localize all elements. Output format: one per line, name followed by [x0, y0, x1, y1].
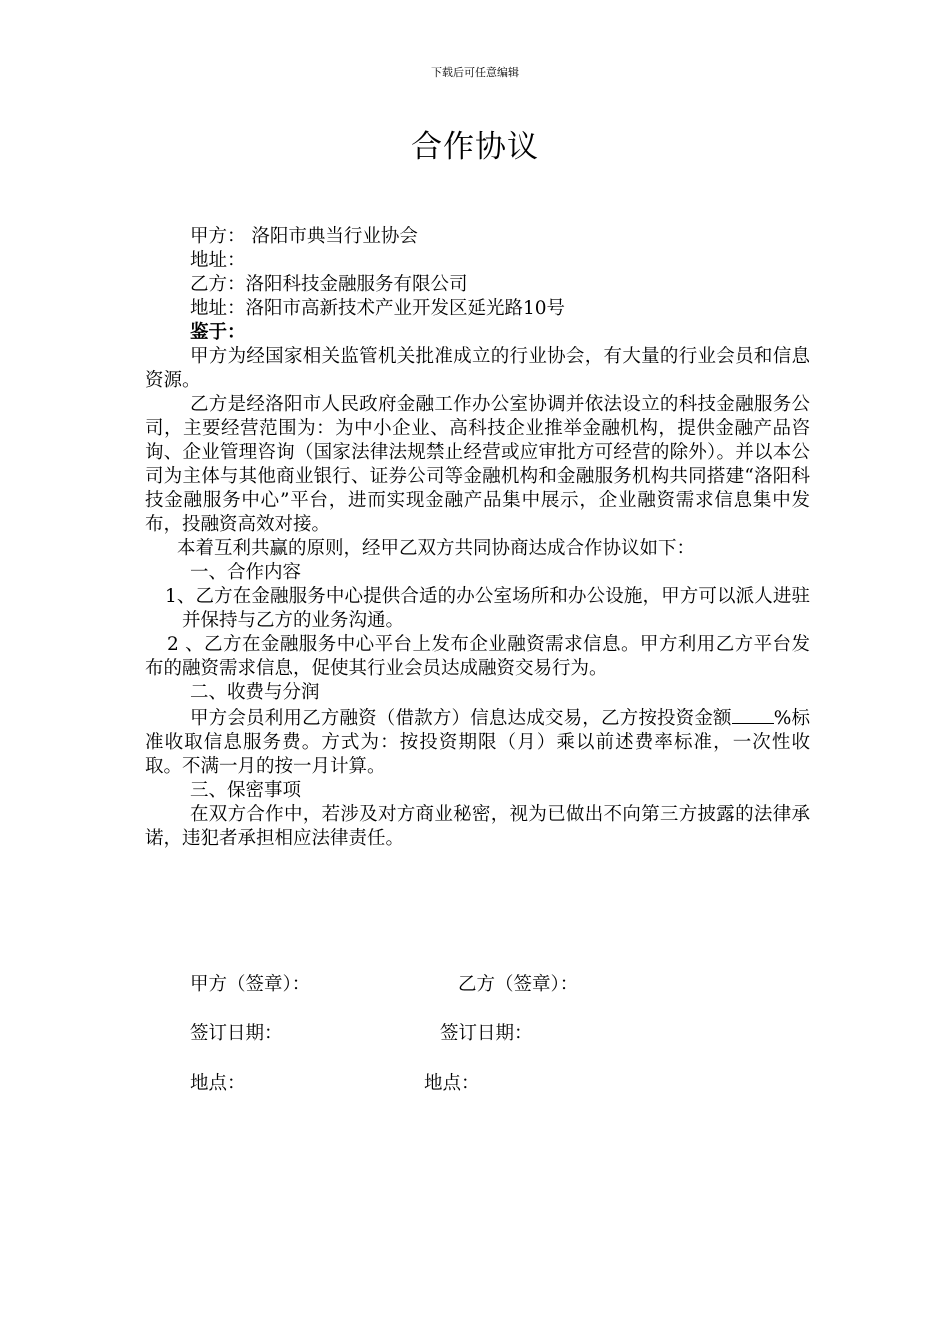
section-1-title: 一、合作内容 — [190, 562, 302, 583]
party-a-line: 甲方： 洛阳市典当行业协会 — [190, 226, 418, 247]
document-body — [145, 225, 810, 851]
section-2-title: 二、收费与分润 — [190, 682, 320, 703]
clause-2: 2 、乙方在金融服务中心平台上发布企业融资需求信息。甲方利用乙方平台发布的融资需求信息，促使其行业会员达成融资交易行为。 — [145, 634, 810, 679]
fee-text-part2: %标准收取信息服务费。方式为：按投资期限（月）乘以前述费率标准，一次性收取。不满一月的按一月计算。 — [145, 708, 810, 777]
party-b-date-label: 签订日期： — [440, 1023, 533, 1044]
party-a-date-label: 签订日期： — [190, 1023, 283, 1044]
paragraph-party-b-intro: 乙方是经洛阳市人民政府金融工作办公室协调并依法设立的科技金融服务公司，主要经营范围为：为中小企业、高科技企业推举金融机构，提供金融产品咨询、企业管理咨询（国家法律法规禁止经营或应审批方可经营的除外）。并以本公司为主体与其他商业银行、证券公司等金融机构和金融服务机构共同搭建“洛阳科技金融服务中心”平台，进而实现金融产品集中展示，企业融资需求信息集中发布，投融资高效对接。 — [145, 394, 810, 535]
party-a-address: 地址： — [190, 250, 246, 271]
party-b-seal-label: 乙方（签章）： — [458, 974, 579, 995]
party-a-place-label: 地点： — [190, 1073, 246, 1094]
fee-paragraph — [145, 705, 810, 779]
clause-1: 1、乙方在金融服务中心提供合适的办公室场所和办公设施，甲方可以派人进驻并保持与乙方的业务沟通。 — [165, 586, 810, 631]
fee-text-part1: 甲方会员利用乙方融资（借款方）信息达成交易，乙方按投资金额 — [190, 708, 732, 729]
paragraph-agreement: 本着互利共赢的原则，经甲乙双方共同协商达成合作协议如下： — [177, 538, 696, 559]
party-b-place-label: 地点： — [424, 1073, 480, 1094]
whereas-label: 鉴于： — [190, 322, 246, 343]
confidentiality-paragraph: 在双方合作中，若涉及对方商业秘密，视为已做出不向第三方披露的法律承诺，违犯者承担相应法律责任。 — [145, 804, 810, 849]
party-a-seal-label: 甲方（签章）： — [190, 974, 311, 995]
document-title: 合作协议 — [411, 129, 539, 165]
fee-rate-blank[interactable] — [732, 705, 774, 724]
header-note: 下载后可任意编辑 — [431, 66, 519, 79]
party-b-address: 地址：洛阳市高新技术产业开发区延光路10号 — [190, 298, 566, 319]
party-b-line: 乙方：洛阳科技金融服务有限公司 — [190, 274, 468, 295]
section-3-title: 三、保密事项 — [190, 780, 302, 801]
paragraph-party-a-intro: 甲方为经国家相关监管机关批准成立的行业协会，有大量的行业会员和信息资源。 — [145, 346, 810, 391]
